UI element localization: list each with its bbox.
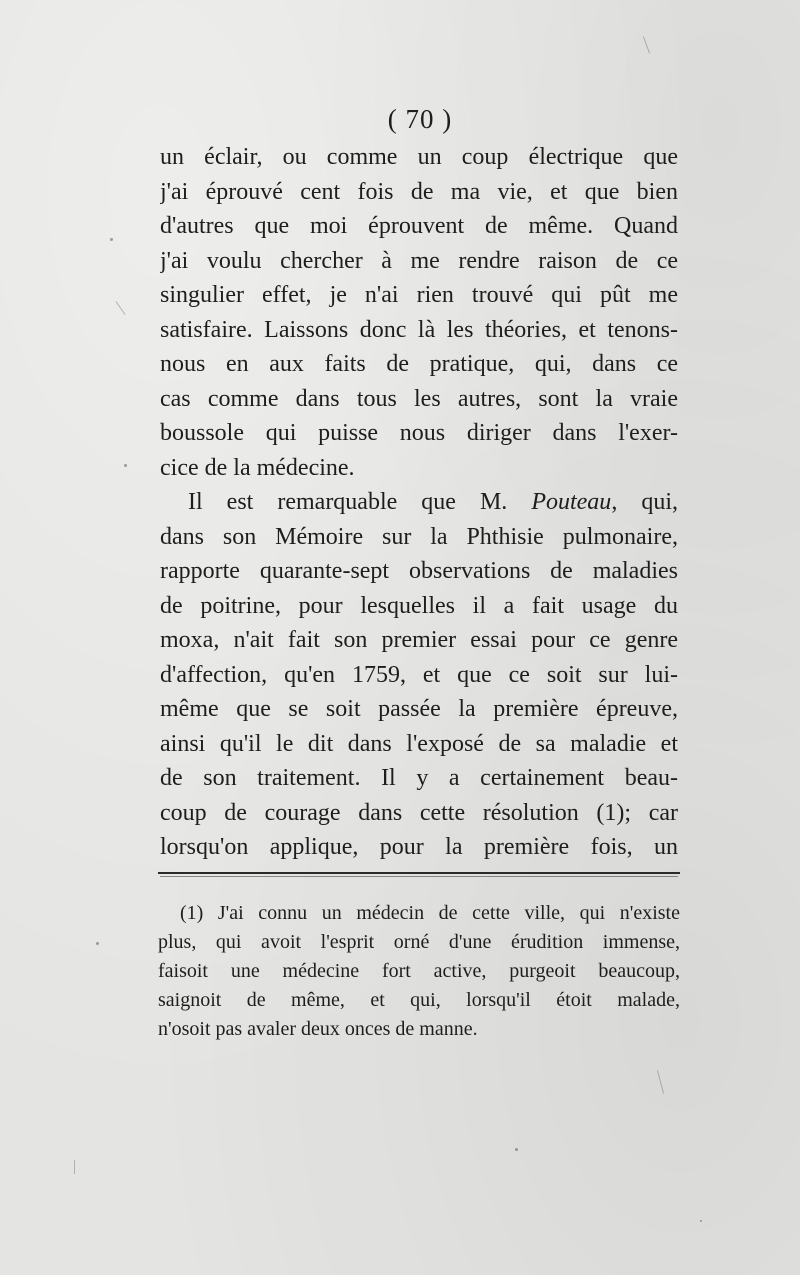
paper-scratch [657, 1070, 664, 1093]
text-line: satisfaire. Laissons donc là les théories, et tenons- [160, 316, 678, 343]
text-line: d'affection, qu'en 1759, et que ce soit sur lui- [160, 661, 678, 688]
footnote [158, 899, 680, 1044]
paper-scratch [74, 1160, 75, 1174]
footnote-line: plus, qui avoit l'esprit orné d'une érudition immense, [158, 931, 680, 953]
footnote-line: saignoit de même, et qui, lorsqu'il étoit malade, [158, 989, 680, 1011]
text-line: coup de courage dans cette résolution (1); car [160, 799, 678, 826]
page-number: ( 70 ) [387, 104, 453, 134]
text-line: de son traitement. Il y a certainement beau- [160, 765, 678, 791]
text-fragment: Il est remarquable que M. [188, 489, 532, 515]
text-line: ainsi qu'il le dit dans l'exposé de sa maladie et [160, 730, 678, 757]
text-line: cas comme dans tous les autres, sont la vraie [160, 385, 678, 412]
footnote-line: n'osoit pas avaler deux onces de manne. [158, 1018, 478, 1040]
paper-speck [700, 1220, 702, 1222]
main-text [160, 140, 678, 865]
paragraph-start-line [160, 485, 678, 520]
paper-speck [110, 238, 113, 241]
footnote-line: (1) J'ai connu un médecin de cette ville, qui n'existe [180, 902, 680, 924]
text-line: lorsqu'on applique, pour la première fois, un [160, 834, 678, 860]
footnote-separator [158, 872, 680, 874]
text-fragment: , qui, [611, 489, 678, 515]
text-line: dans son Mémoire sur la Phthisie pulmonaire, [160, 523, 678, 550]
footnote-line: faisoit une médecine fort active, purgeoit beaucoup, [158, 960, 680, 982]
paper-scratch [116, 301, 126, 315]
author-name: Pouteau [531, 489, 612, 515]
text-line: nous en aux faits de pratique, qui, dans ce [160, 351, 678, 377]
text-line: de poitrine, pour lesquelles il a fait usage du [160, 592, 678, 619]
text-line: singulier effet, je n'ai rien trouvé qui pût me [160, 282, 678, 308]
paper-speck [96, 942, 99, 945]
paper-scratch [643, 36, 650, 53]
paper-speck [515, 1148, 518, 1151]
text-line: cice de la médecine. [160, 454, 355, 481]
text-line: j'ai éprouvé cent fois de ma vie, et que bien [160, 178, 678, 205]
text-line: moxa, n'ait fait son premier essai pour ce genre [160, 627, 678, 653]
text-line: j'ai voulu chercher à me rendre raison de ce [160, 247, 678, 274]
text-line: un éclair, ou comme un coup électrique que [160, 144, 678, 170]
text-line: boussole qui puisse nous diriger dans l'exer- [160, 420, 678, 446]
text-line: même que se soit passée la première épreuve, [160, 696, 678, 722]
text-line: rapporte quarante-sept observations de maladies [160, 558, 678, 584]
text-line: d'autres que moi éprouvent de même. Quand [160, 213, 678, 239]
paper-speck [124, 464, 127, 467]
